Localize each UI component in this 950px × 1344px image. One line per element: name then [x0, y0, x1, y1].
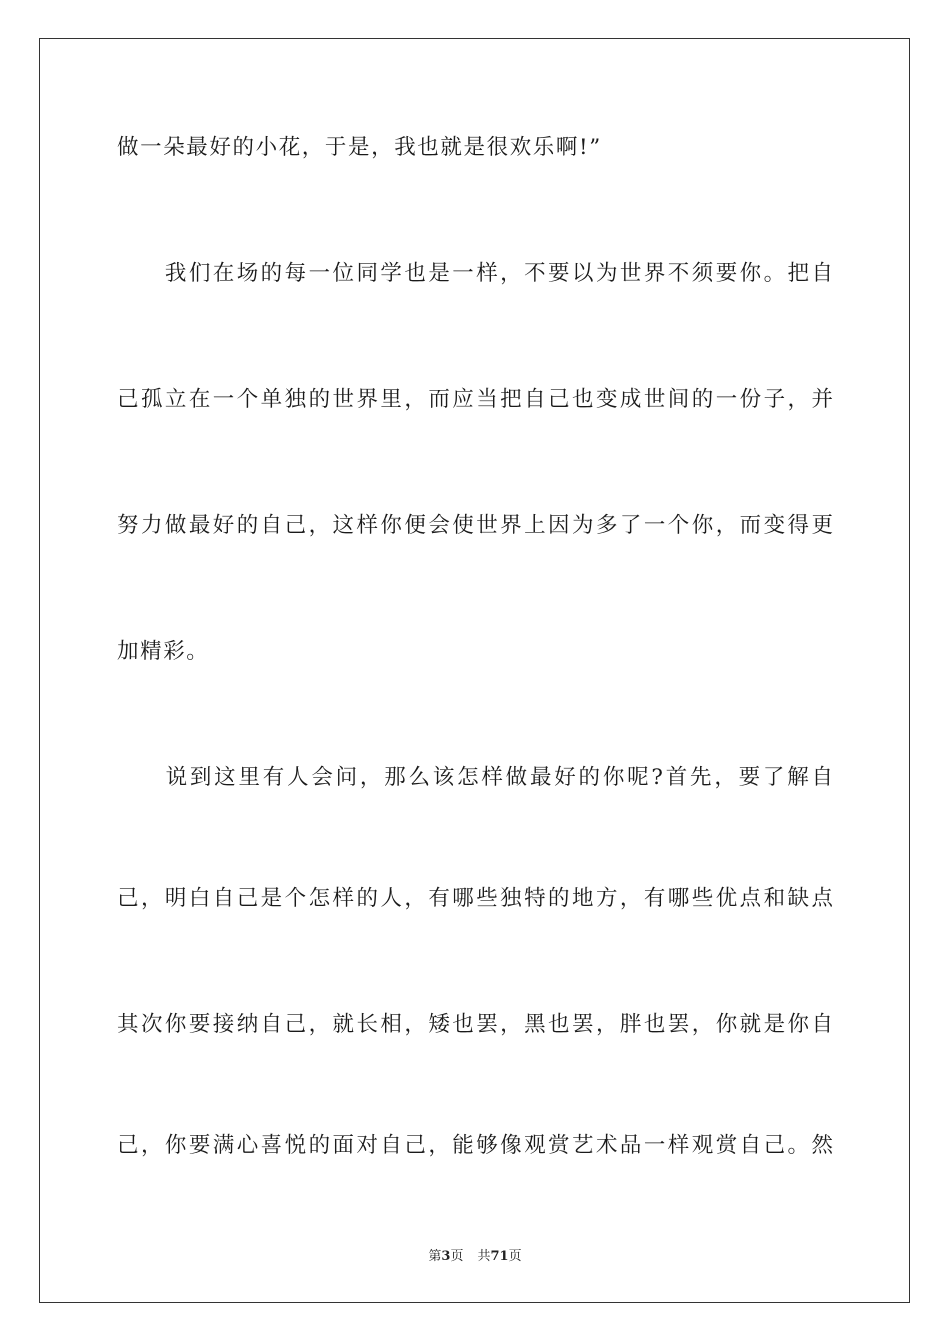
text-line-2: 我们在场的每一位同学也是一样，不要以为世界不须要你。把自	[117, 261, 833, 286]
text-line-3: 己孤立在一个单独的世界里，而应当把自己也变成世间的一份子，并	[117, 387, 833, 412]
page-frame	[39, 38, 910, 1303]
text-line-9: 己，你要满心喜悦的面对自己，能够像观赏艺术品一样观赏自己。然	[117, 1133, 833, 1158]
page-prefix: 第	[428, 1249, 442, 1264]
text-line-8: 其次你要接纳自己，就长相，矮也罢，黑也罢，胖也罢，你就是你自	[117, 1012, 833, 1037]
text-line-4: 努力做最好的自己，这样你便会使世界上因为多了一个你，而变得更	[117, 513, 833, 538]
page-number: 3	[441, 1249, 451, 1264]
page-suffix: 页	[450, 1249, 464, 1264]
total-pages: 71	[490, 1249, 509, 1264]
total-suffix: 页	[508, 1249, 522, 1264]
total-prefix: 共	[477, 1249, 491, 1264]
text-line-6: 说到这里有人会问，那么该怎样做最好的你呢?首先，要了解自	[117, 765, 833, 790]
text-line-5: 加精彩。	[117, 639, 210, 664]
text-line-7: 己，明白自己是个怎样的人，有哪些独特的地方，有哪些优点和缺点	[117, 886, 833, 911]
page-footer	[0, 1249, 950, 1265]
text-line-1: 做一朵最好的小花，于是，我也就是很欢乐啊!”	[117, 135, 602, 160]
